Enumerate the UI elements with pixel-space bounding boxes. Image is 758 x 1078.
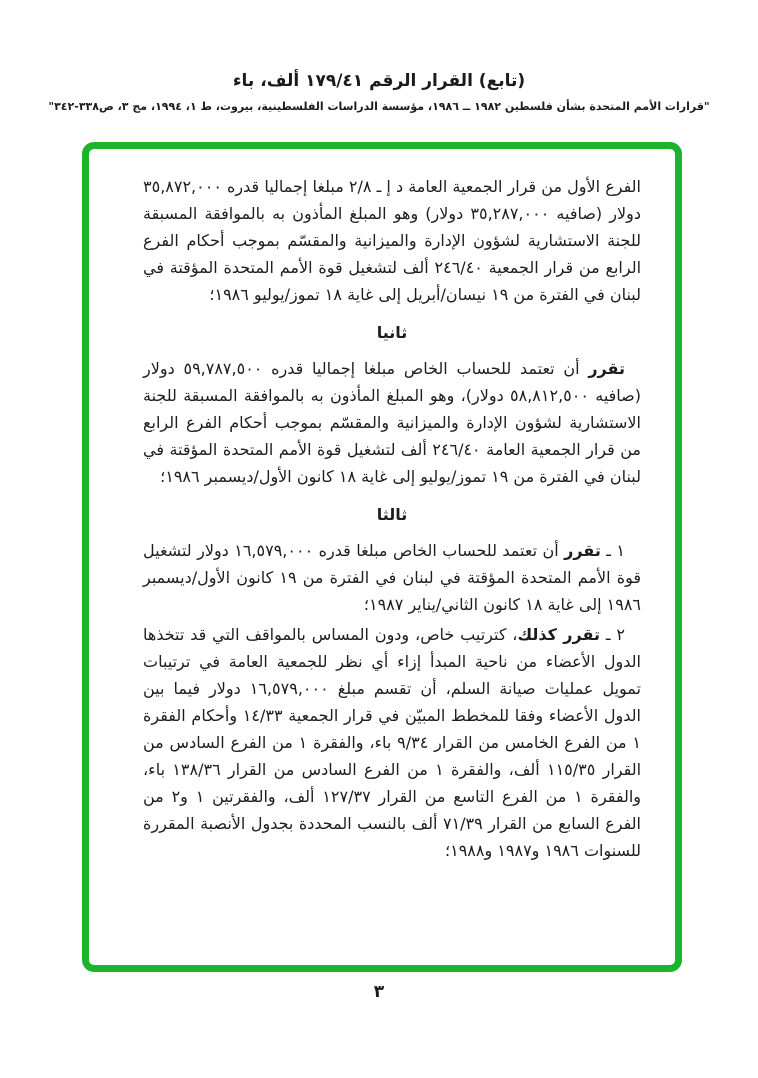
bold-run: تقرر (564, 541, 601, 560)
section-heading: ثانيا (376, 323, 408, 342)
page-header (0, 0, 758, 114)
section-heading: ثالثا (376, 505, 408, 524)
paragraph (143, 355, 641, 490)
source-citation: "قرارات الأمم المتحدة بشأن فلسطين ١٩٨٢ ــ ١٩٨٦، مؤسسة الدراسات الفلسطينية، بيروت، ط ١، ١٩٩٤، مج ٣، ص٣٣٨-٣٤٢" (48, 100, 710, 113)
text-run: الفرع الأول من قرار الجمعية العامة د إ ـ ٢/٨ مبلغا إجماليا قدره ٣٥,٨٧٢,٠٠٠ دولار (صافيه ٣٥,٢٨٧,٠٠٠ دولار) وهو المبلغ المأذون به بالموافقة المسبقة للجنة الاستشارية لشؤون الإدارة والميزانية والمقسّم بموجب أحكام الفرع الرابع من قرار الجمعية ٢٤٦/٤٠ ألف لتشغيل قوة الأمم المتحدة المؤقتة في لبنان في الفترة من ١٩ نيسان/أبريل إلى غاية ١٨ تموز/يوليو ١٩٨٦؛ (143, 177, 642, 304)
resolution-frame (82, 142, 682, 972)
resolution-title: (تابع) القرار الرقم ١٧٩/٤١ ألف، باء (232, 71, 526, 91)
text-run: ، كترتيب خاص، ودون المساس بالمواقف التي قد تتخذها الدول الأعضاء من ناحية المبدأ إزاء أي نظر للجمعية العامة في ترتيبات تمويل عمليات صيانة السلم، أن تقسم مبلغ ١٦,٥٧٩,٠٠٠ دولار فيما بين الدول الأعضاء وفقا للمخطط المبيّن في قرار الجمعية ١٤/٣٣ وأحكام الفقرة ١ من الفرع الخامس من القرار ٩/٣٤ باء، والفقرة ١ من الفرع السادس من القرار ١١٥/٣٥ ألف، والفقرة ١ من الفرع السادس من القرار ١٣٨/٣٦ باء، والفقرة ١ من الفرع التاسع من القرار ١٢٧/٣٧ ألف، والفقرتين ١ و٢ من الفرع السابع من القرار ٧١/٣٩ ألف بالنسب المحددة بجدول الأنصبة المقررة للسنوات ١٩٨٦ و١٩٨٧ و١٩٨٨؛ (143, 625, 642, 860)
paragraph (143, 173, 641, 308)
paragraph (143, 537, 641, 618)
text-run: ١ ـ (600, 541, 625, 560)
page-number: ٣ (373, 982, 385, 1002)
text-run: أن تعتمد للحساب الخاص مبلغا إجماليا قدره ٥٩,٧٨٧,٥٠٠ دولار (صافيه ٥٨,٨١٢,٥٠٠ دولار)، وهو المبلغ المأذون به بالموافقة المسبقة للجنة الاستشارية لشؤون الإدارة والميزانية والمقسّم بموجب أحكام الفرع الرابع من قرار الجمعية العامة ٢٤٦/٤٠ ألف لتشغيل قوة الأمم المتحدة المؤقتة في لبنان في الفترة من ١٩ تموز/يوليو إلى غاية ١٨ كانون الأول/ديسمبر ١٩٨٦؛ (143, 359, 642, 486)
bold-run: تقرر (588, 359, 626, 378)
bold-run: تقرر كذلك (517, 625, 600, 644)
paragraph (143, 621, 641, 864)
text-run: ٢ ـ (599, 625, 625, 644)
text-run: أن تعتمد للحساب الخاص مبلغا قدره ١٦,٥٧٩,٠٠٠ دولار لتشغيل قوة الأمم المتحدة المؤقتة في لبنان في الفترة من ١٩ كانون الأول/ديسمبر ١٩٨٦ إلى غاية ١٨ كانون الثاني/يناير ١٩٨٧؛ (143, 541, 641, 614)
document-body (89, 149, 675, 864)
